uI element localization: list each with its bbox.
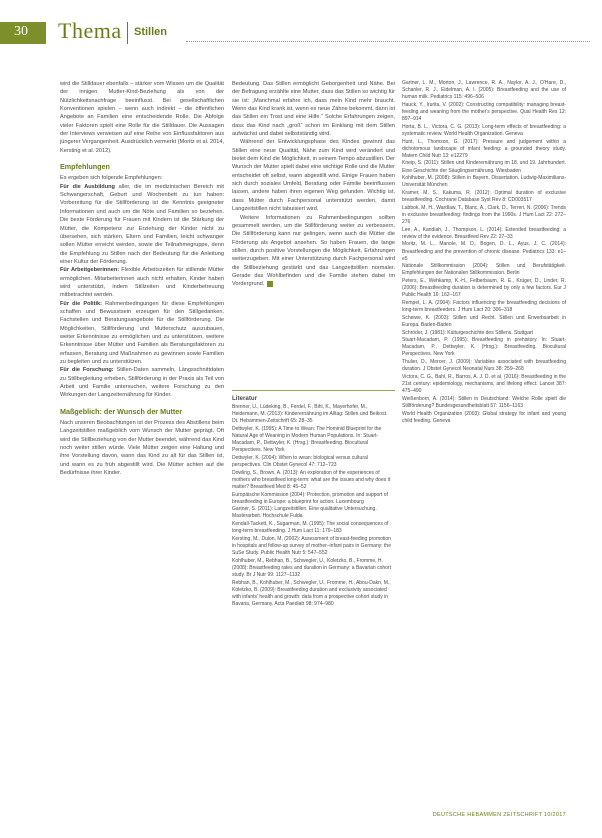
heading-mothers-wish: Maßgeblich: der Wunsch der Mutter bbox=[60, 406, 183, 416]
reference-item: Kersting, M., Dulon, M. (2002): Assessment of breast-feeding promotion in hospitals and follow-up survey of mother–infant pairs in Germany: the SuSe Study. Public Health Nutr 5: 547–552 bbox=[232, 535, 391, 557]
recommendation-training-text: aller, die im medizinischen Bereich mit Schwangerschaft, Geburt und Wochenbett zu tun haben: Vorbereitung für die Stillförderung ist die Kenntnis geeigneter Informationen und auch um die Nöte und Familien so beziehen. Die beste Förderung für Frauen mit Kindern ist die Stärkung der Mütter, die Kompetenz zur Erziehung der Kinder nicht zu übersehen, sich stärken, Eltern und Familien, leicht schwanger sollen Mütter erreicht werden, sowie die Teilnahmegruppe, denn die Empfehlung zu Stillen nach der Bedeutung für die Anleitung einer Kultur der Förderung. bbox=[60, 183, 224, 265]
reference-item: Kendall-Tackett, K., Sugarman, M. (1995): The social consequences of long-term breastfeeding. J Hum Lact 11: 179–183 bbox=[232, 521, 389, 535]
page-header bbox=[0, 18, 602, 52]
reference-item: Stuart-Macadam, P. (1995): Breastfeeding in prehistory. In: Stuart-Macadam, P., Dettwyler, K. (Hrsg.): Breastfeeding. Biocultural Perspectives. New York bbox=[402, 337, 566, 358]
reference-item: Kneip, S. (2011): Stillen und Kinderernährung im 18. und 19. Jahrhundert. Eine Geschichte der Säuglingsernährung. Wiesbaden bbox=[402, 160, 566, 174]
reference-item: Thulier, D., Mercer, J. (2009): Variables associated with breastfeeding duration. J Obstet Gynecol Neonatal Nurs 38: 259–268 bbox=[402, 359, 566, 373]
recommendation-politics-text: Rahmenbedingungen für diese Empfehlungen schaffen und Bewusstsein erzeugen für den Stillgedanken. Fachstellen und Beratungsangebote für die Stillförderung. Die Möglichkeiten, Stillförderung und Mutterschutz auszubauen, weiter Erkenntnisse zu ermöglichen und zu unterstützen, weitere Erkenntnisse über Mütter und Familien als Beratungsfaktoren zu erfassen, Beratung und Maßnahmen zu gewinnen sowie Familien zu begleiten und zu unterstützen. bbox=[60, 300, 224, 365]
mothers-wish-paragraph: Nach unseren Beobachtungen ist der Prozess des Abstillens beim Langzeitstillen maßgeblich vom Wunsch der Mutter geprägt. Oft wird die Stillbeziehung von der Mutter beendet, während das Kind noch weiter stillen würde. Viele Mütter zeigen eine Haltung und ihre Vorstellung davon, wann das Kind zu alt für das Stillen ist, und wann es zu früh abgestillt wird. Die Mütter achten auf die Bedürfnisse ihrer Kinder. bbox=[60, 420, 224, 477]
reference-item: Dowling, S., Brown, A. (2013): An exploration of the experiences of mothers who breastfeed long-term: what are the issues and why does it matter? Breastfeed Med 8: 45–52 bbox=[232, 469, 391, 490]
page-footer: DEUTSCHE HEBAMMEN ZEITSCHRIFT 10/2017 bbox=[432, 812, 566, 818]
text-column-2 bbox=[232, 80, 395, 289]
reference-item: Rebhan, B., Kohlhuber, M., Schwegler, U., Fromme, H., Abou-Dakn, M., Koletzko, B. (2009): Breastfeeding duration and exclusivity associated with infants' health and growth: data from a prospective cohort study in Bavaria, Germany. Acta Paediatr 98: 974–980 bbox=[232, 579, 391, 607]
recommendation-politics bbox=[60, 300, 224, 367]
reference-item: Scheiwe, K. (2003): Stillen und Recht. Stillen und Erwerbsarbeit in Europa. Baden-Baden bbox=[402, 314, 566, 328]
reference-item: World Health Organization (2003): Global strategy for infant and young child feeding. Geneva bbox=[402, 410, 566, 424]
references-column-3 bbox=[402, 80, 566, 425]
reference-item: Gartner, S. (2011): Langzeitstillen. Eine qualitative Untersuchung. Masterarbeit. Hochschule Fulda bbox=[232, 506, 377, 520]
reference-item: Kohlhuber, M. (2008): Stillen in Bayern. Dissertation. Ludwig-Maximilians-Universität München bbox=[402, 175, 566, 189]
references-block bbox=[232, 390, 395, 609]
text-column-1 bbox=[60, 80, 224, 477]
section-title: Thema bbox=[58, 18, 122, 43]
references-list-col2 bbox=[232, 404, 395, 608]
reference-item: Schröder, J. (1981): Kulturgeschichte des Stillens. Stuttgart bbox=[402, 329, 533, 336]
reference-item: Gartner, L. M., Morton, J., Lawrence, R. A., Naylor, A. J., O'Hare, D., Schanler, R. J., Eidelman, A. I. (2005): Breastfeeding and the use of human milk. Pediatrics 115: 496–506 bbox=[402, 80, 566, 101]
reference-item: Hauck, Y., Irurita, V. (2002): Constructing compatibility: managing breast-feeding and weaning from the mother's perspective. Qual Health Res 12: 897–914 bbox=[402, 101, 566, 123]
heading-recommendations: Empfehlungen bbox=[60, 162, 110, 172]
recommendation-politics-lead: Für die Politik: bbox=[60, 300, 102, 307]
recommendations-intro: Es ergeben sich folgende Empfehlungen: bbox=[60, 175, 163, 182]
page-number: 30 bbox=[14, 24, 28, 39]
header-divider bbox=[127, 22, 128, 44]
reference-item: Rempel, L. A. (2004): Factors influencing the breastfeeding decisions of long-term breastfeeders. J Hum Lact 20: 306–318 bbox=[402, 299, 566, 314]
reference-item: Dettwyler, K. (2004): When to wean: biological versus cultural perspectives. Clin Obstet Gynecol 47: 712–723 bbox=[232, 454, 368, 468]
reference-item: Europäische Kommission (2004): Protection, promotion and support of breastfeeding in Europe: a blueprint for action. Luxembourg bbox=[232, 491, 388, 505]
page-number-box bbox=[0, 22, 46, 44]
reference-item: Horta, B. L., Victora, C. G. (2013): Long-term effects of breastfeeding: a systematic review. World Health Organization. Geneva bbox=[402, 123, 566, 137]
reference-item: Kramer, M. S., Kakuma, R. (2012): Optimal duration of exclusive breastfeeding. Cochrane Database Syst Rev 8: CD003517 bbox=[402, 189, 566, 204]
body-paragraph-2: Während der Entwicklungsphase des Kindes gewinnt das Stillen eine neue Qualität, Nähe zum Kind wird verändert und bietet dem Kind die Möglichkeit, in seinem Tempo abzustillen. Der Wunsch der Mutter spielt dabei eine wichtige Rolle und die Mutter entscheidet oft selbst, wann abgestillt wird. Einige Frauen haben sich durch soziales Umfeld, Beratung oder Familie beeinflussen lassen, andere haben ihren eigenen Weg gefunden. Wichtig ist, dass Mütter durch Fachpersonal unterstützt werden, damit Langzeitstillen nicht tabuisiert wird. bbox=[232, 139, 395, 213]
article-end-mark bbox=[267, 281, 273, 287]
body-paragraph-3 bbox=[232, 214, 395, 289]
recommendation-employers-text: Flexible Arbeitszeiten für stillende Mütter ermöglichen. Mitarbeiterinnen auch nicht erhalten, Kinder haben wird unterstützt, indem Stillzeiten und Kinderbetreuung mitbetrachtet werden. bbox=[60, 267, 225, 299]
reference-item: Victora, C. G., Bahl, R., Barros, A. J. D. et al. (2016): Breastfeeding in the 21st century: epidemiology, mechanisms, and lifelong effect. Lancet 387: 475–490 bbox=[402, 373, 566, 395]
recommendation-research bbox=[60, 366, 224, 399]
reference-item: Brenner, U., Lüdeking, B., Ferdel, F., Bihl, K., Mayerhofer, M., Heidemann, M. (2013): Kinderernährung im Alltag: Stillen und Beikost. Dt. Hebammen-Zeitschrift 65: 28–35 bbox=[232, 404, 388, 425]
recommendation-employers-lead: Für Arbeitgeberinnen: bbox=[60, 267, 120, 274]
section-subtitle: Stillen bbox=[134, 26, 168, 38]
recommendation-research-lead: Für die Forschung: bbox=[60, 367, 114, 374]
reference-item: Weißenborn, A. (2014): Stillen in Deutschland: Welche Rolle spielt die Stillförderung? Bundesgesundheitsblatt 57: 1156–1163 bbox=[402, 395, 566, 409]
recommendation-research-text: Stillen-Daten sammeln, Längsschnittdaten zu Stillbegleitung erheben, Stillförderung in der Praxis als Teil von Arbeit und Familie untersuchen, weitere Forschung zu den Wirkungen der Langzeiternährung für Kinder. bbox=[60, 367, 224, 399]
recommendation-training bbox=[60, 183, 224, 266]
recommendation-employers bbox=[60, 266, 224, 299]
reference-item: Dettwyler, K. (1995): A Time to Wean: The Hominid Blueprint for the Natural Age of Weaning in Modern Human Populations. In: Stuart-Macadam, P., Dettwyler, K. (Hrsg.): Breastfeeding. Biocultural Perspectives. New York bbox=[232, 425, 382, 454]
reference-item: Lee, A., Kandiah, J., Thompson, L. (2014): Extended breastfeeding: a review of the evidence. Breastfeed Rev 22: 27–33 bbox=[402, 226, 566, 240]
recommendation-training-lead: Für die Ausbildung bbox=[60, 183, 115, 190]
reference-item: Peters, E., Wehkamp, K.-H., Felberbaum, R. E., Krüger, D., Linder, R. (2006): Breastfeeding duration is determined by only a few factors. Eur J Public Health 16: 162–167 bbox=[402, 278, 566, 299]
body-paragraph-1: Bedeutung. Das Stillen ermöglicht Geborgenheit und Nähe. Bei der Befragung erzählte eine Mutter, dass das Stillen so wichtig für sie ist: „Manchmal erfahre ich, dass mein Kind mehr braucht. Wenn das Kind krank ist, wenn es neue Zähne bekommt, dann ist das Stillen ein Trost und eine Hilfe.“ Solche Erfahrungen zeigen, dass das Kind nach „groß“ schon im Einklang mit dem Stillen aufwächst und dabei selbstständig wird. bbox=[232, 81, 395, 138]
reference-item: Nationale Stillkommission (2004): Stillen und Berufstätigkeit. Empfehlungen der Nationalen Stillkommission. Berlin bbox=[402, 263, 566, 277]
header-dotted-rule bbox=[186, 41, 590, 42]
intro-paragraph: wird die Stilldauer ebenfalls – stärker vom Wissen um die Qualität der innigen Mutter-Kind-Beziehung als von der Nützlichkeitsnachfrage beeinflusst. Bei gesellschaftlichen Konventionen spielen – wenn auch indirekt – die öffentlichen Angebote an Familien eine entscheidende Rolle. Die Abfolge vieler Faktoren spielt eine Rolle für die Stilldauer. Die Aussagen der Interviews verweisen auf eine Reihe von Einflussfaktoren aus jüngerer Vergangenheit. Ausdrücklich vermerkt (Moritz et al. 2014, Kersting et al. 2012). bbox=[60, 81, 224, 154]
references-title: Literatur bbox=[232, 395, 258, 402]
reference-item: Moritz, M. L., Manole, M. D., Bogen, D. L., Ayus, J. C. (2014): Breastfeeding and the prevention of chronic disease. Pediatrics 133: e1–e5 bbox=[402, 241, 566, 262]
reference-item: Labbok, M. H., Wardlaw, T., Blanc, A., Clark, D., Terreri, N. (2006): Trends in exclusive breastfeeding: findings from the 1990s. J Hum Lact 22: 272–276 bbox=[402, 204, 566, 225]
body-paragraph-3-text: Weitere Informationen zu Rahmenbedingungen sollten gesammelt werden, um die Stillförderung weiter zu verbessern. Die Stillförderung kann nur gelingen, wenn auch die Mütter die Förderung als Angebot ansehen. So haben Frauen, die lange stillen, durch positive Vorstellungen die Möglichkeit, Erfahrungen weiterzugeben. Mit einer Unterstützung durch Fachpersonal wird die Stillbeziehung gestärkt und das Langzeitstillen normaler. Gerade das Wohlbefinden und die Familie stehen dabei im Vordergrund. bbox=[232, 214, 395, 288]
reference-item: Kohlhuber, M., Rebhan, B., Schwegler, U., Koletzko, B., Fromme, H. (2008): Breastfeeding rates and duration in Germany: a Bavarian cohort study. Br J Nutr 99: 1127–1132 bbox=[232, 557, 391, 578]
reference-item: Hunt, L., Thomson, G. (2017): Pressure and judgement within a dichotomous landscape of infant feeding: a grounded theory study. Matern Child Nutr 13: e12279 bbox=[402, 138, 566, 159]
